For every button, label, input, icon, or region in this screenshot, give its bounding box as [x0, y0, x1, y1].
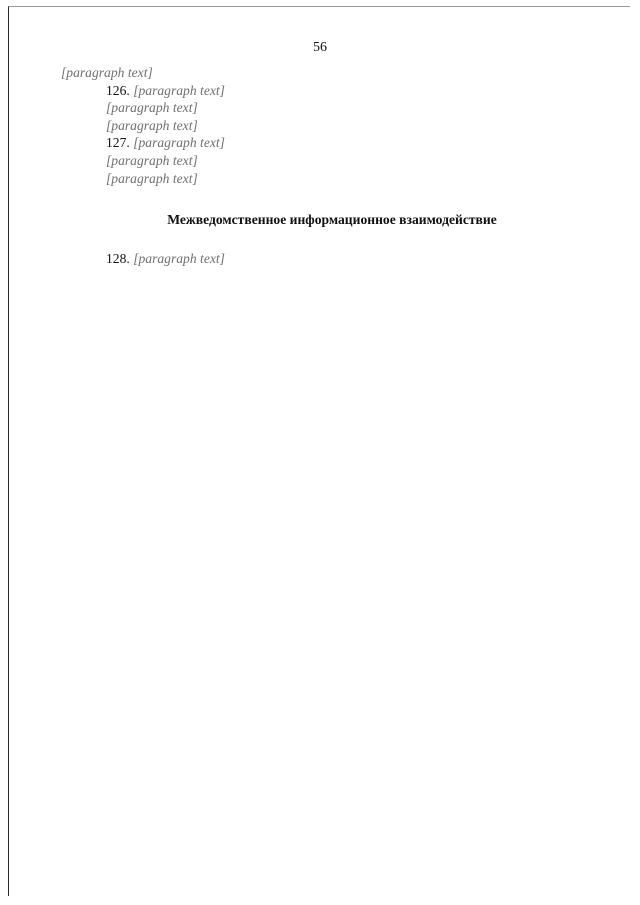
section-heading: Межведомственное информационное взаимодействие [167, 212, 497, 228]
clause-number: 128. [106, 250, 130, 266]
paragraph-text: [paragraph text] [133, 82, 225, 98]
paragraph-text: [paragraph text] [106, 117, 198, 133]
clause-number: 126. [106, 82, 130, 98]
paragraph-text: [paragraph text] [106, 100, 198, 116]
paragraph-7 [61, 170, 603, 188]
paragraph-4 [61, 117, 603, 135]
paragraph-text: [paragraph text] [106, 152, 198, 168]
paragraph-text: [paragraph text] [106, 170, 198, 186]
clause-number: 127. [106, 135, 130, 151]
paragraph-2 [61, 82, 603, 100]
paragraph-text: [paragraph text] [133, 250, 225, 266]
paragraph-3 [61, 99, 603, 117]
paragraph-1 [61, 64, 603, 82]
paragraph-8 [61, 250, 603, 268]
page-number: 56 [313, 40, 327, 55]
paragraph-text: [paragraph text] [133, 135, 225, 151]
paragraph-text: [paragraph text] [61, 65, 153, 80]
paragraph-6 [61, 152, 603, 170]
paragraph-5 [61, 134, 603, 152]
document-body [61, 64, 603, 267]
